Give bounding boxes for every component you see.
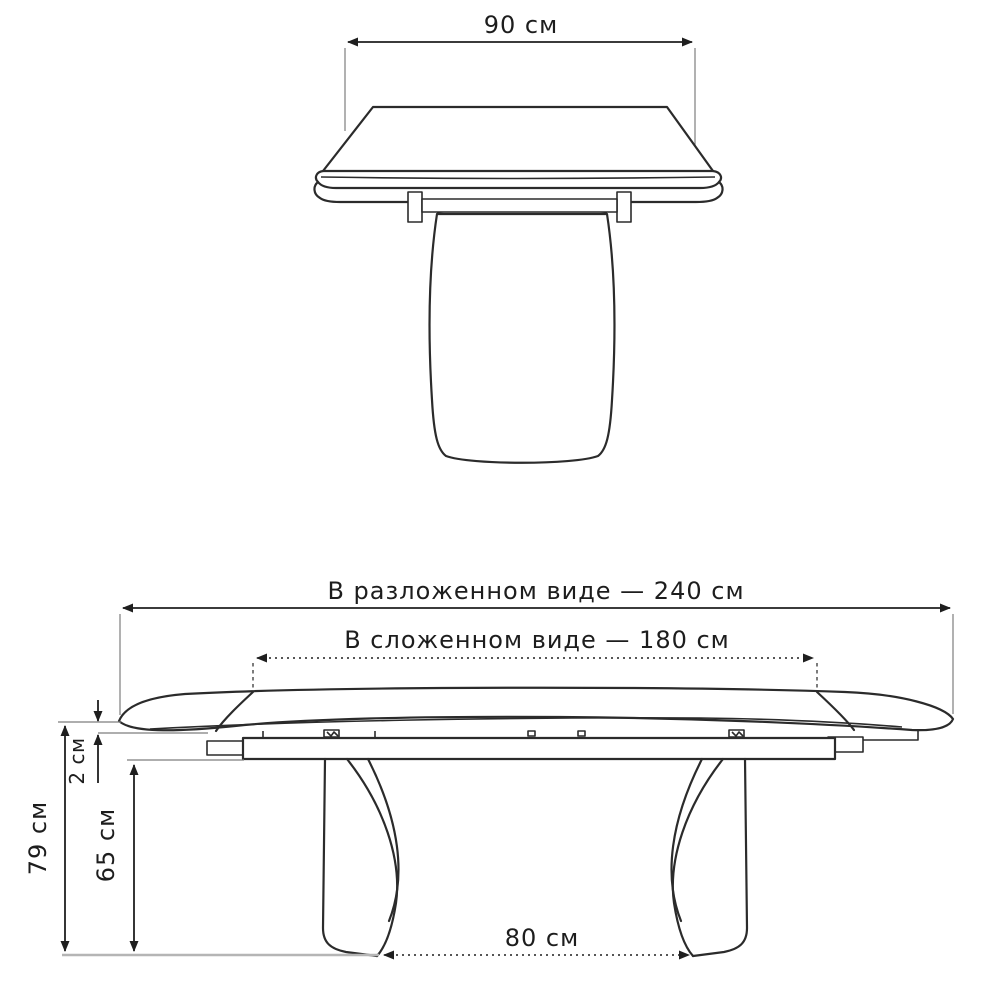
dim-2-label: 2 см xyxy=(65,737,89,785)
crossbar xyxy=(422,199,617,212)
tabletop-edge-band-1 xyxy=(316,171,721,188)
pedestal-base xyxy=(430,214,615,463)
leg-left-outer xyxy=(323,759,377,956)
bracket-left xyxy=(408,192,422,222)
bracket-right xyxy=(617,192,631,222)
dim-80-label: 80 см xyxy=(504,924,580,952)
dim-65-label: 65 см xyxy=(92,807,120,883)
rail-stop-1 xyxy=(528,731,535,736)
dim-79-label: 79 см xyxy=(24,800,52,876)
dim-240-label: В разложенном виде — 240 см xyxy=(327,577,745,605)
leg-right-outer xyxy=(693,759,747,956)
leg-right xyxy=(672,759,747,956)
dim-90-label: 90 см xyxy=(483,11,559,39)
side-view xyxy=(24,577,953,956)
leg-left-inner-curve xyxy=(368,759,398,921)
leg-left xyxy=(323,759,398,956)
tabletop-top-surface xyxy=(323,107,713,171)
apron-beam xyxy=(243,738,835,759)
top-view xyxy=(314,11,722,463)
rail-stop-2 xyxy=(578,731,585,736)
leg-right-front-curve xyxy=(673,759,723,956)
leg-left-front-curve xyxy=(347,759,397,956)
leg-right-inner-curve xyxy=(672,759,702,921)
apron-cap-left xyxy=(207,741,243,755)
tabletop-edge-line xyxy=(321,177,715,179)
dim-180-label: В сложенном виде — 180 см xyxy=(344,626,730,654)
